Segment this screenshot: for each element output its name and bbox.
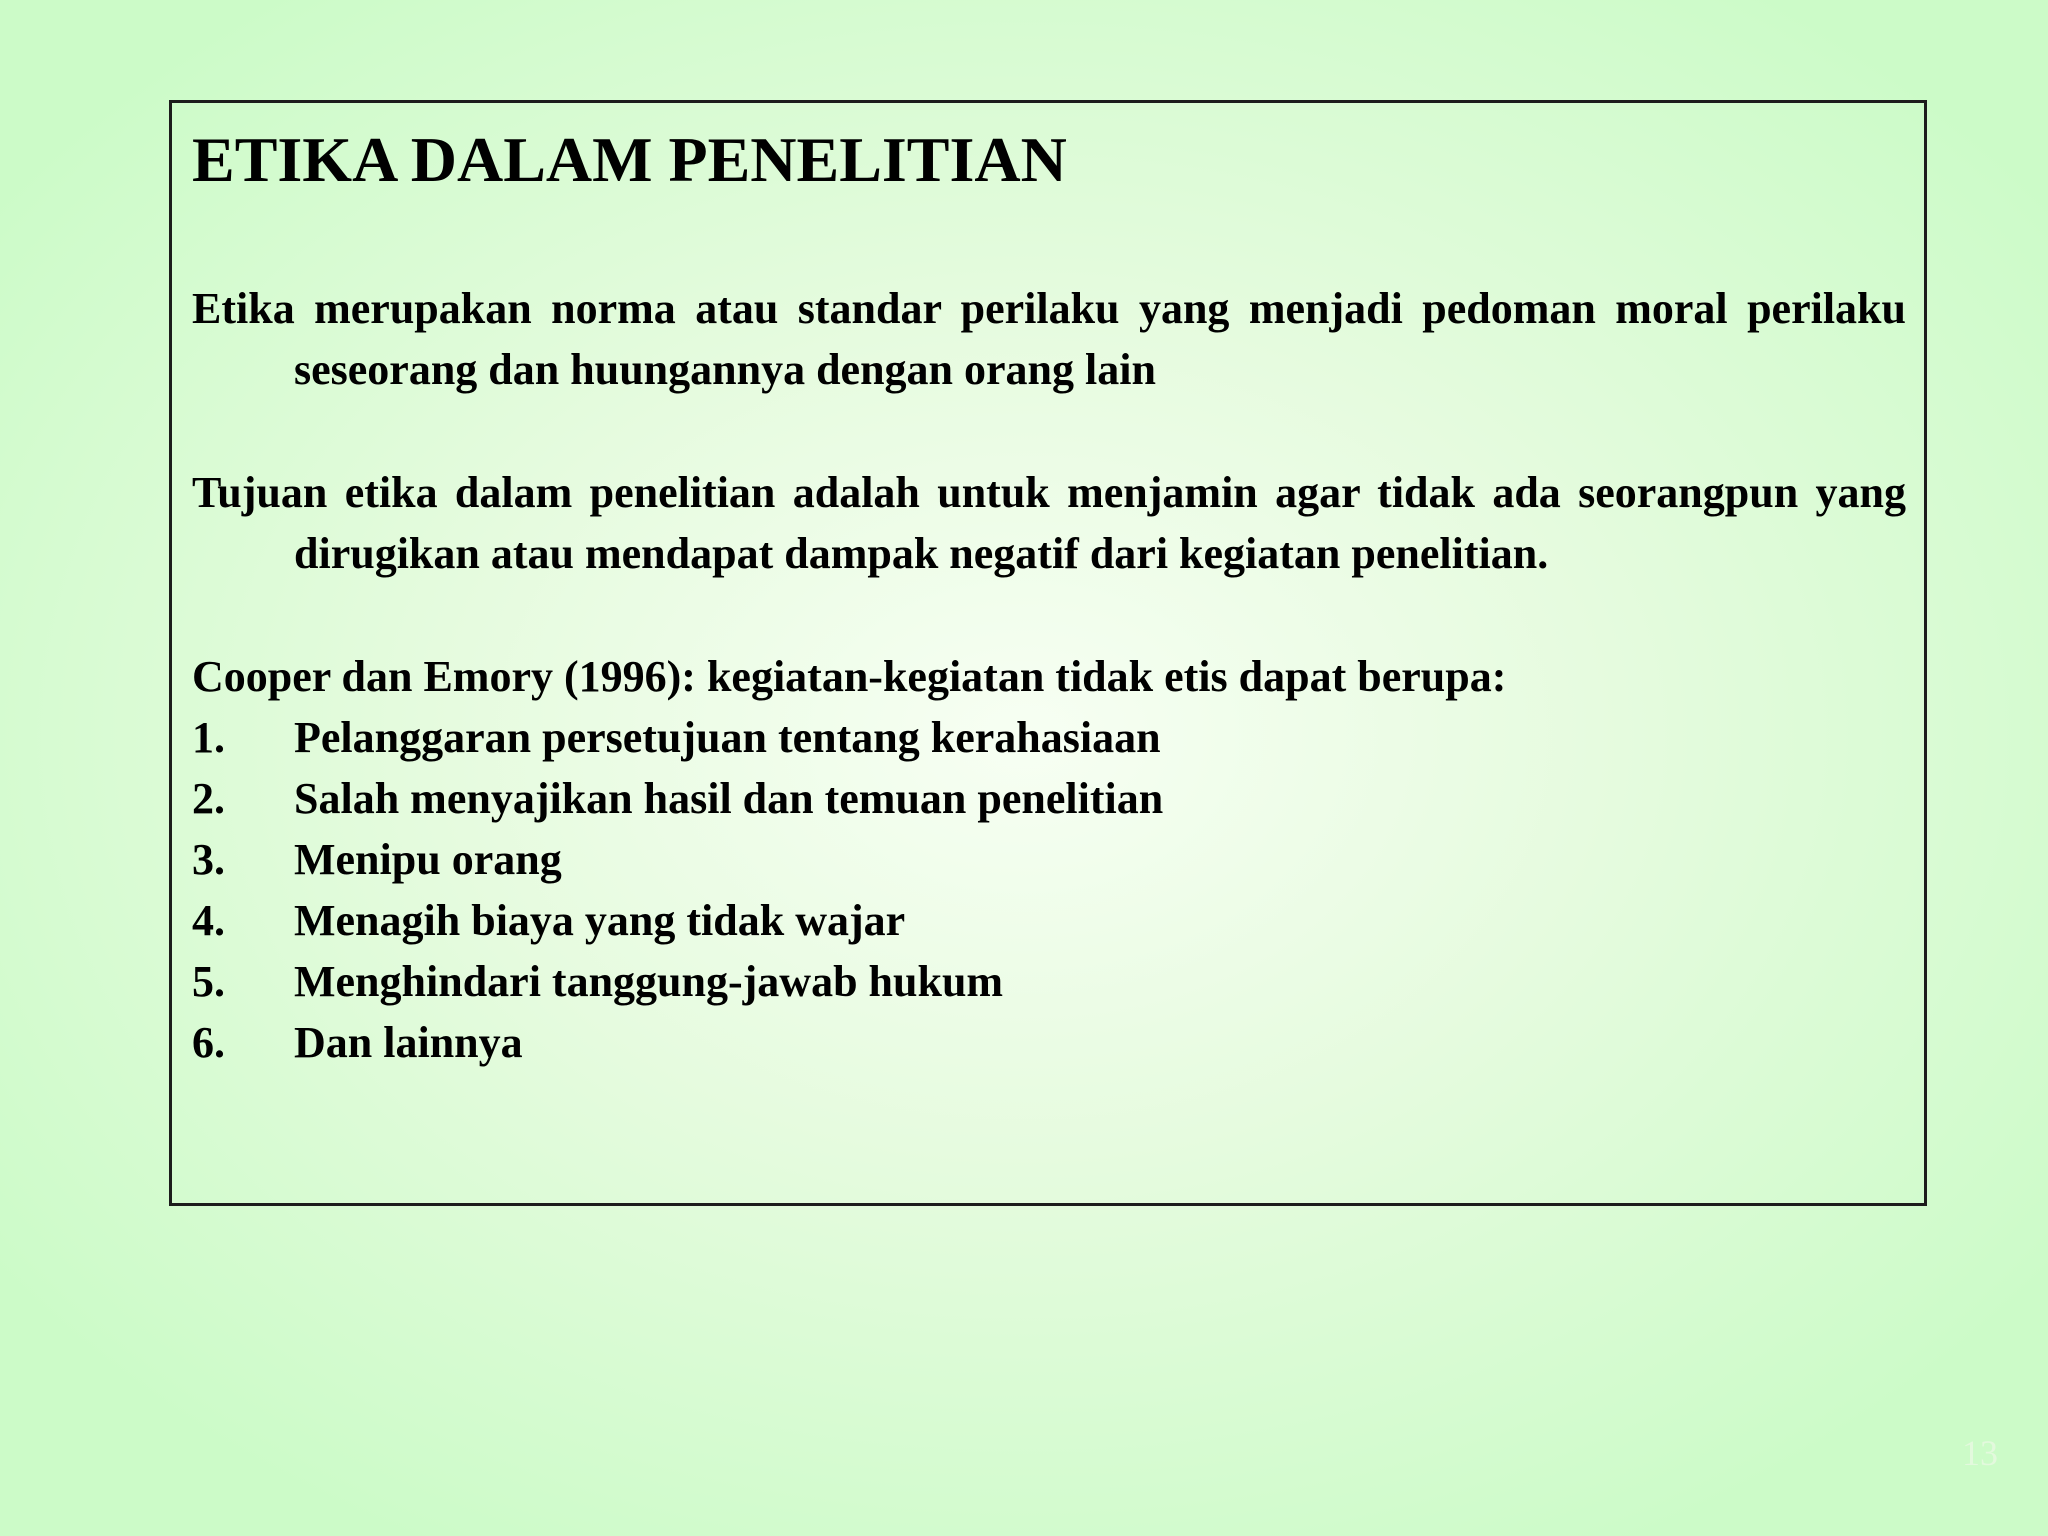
list-intro: Cooper dan Emory (1996): kegiatan-kegiatan tidak etis dapat berupa: bbox=[192, 652, 1507, 701]
list-item bbox=[192, 951, 1906, 1012]
list-item-text: Menipu orang bbox=[294, 835, 562, 884]
list-item bbox=[192, 707, 1906, 768]
list-item-text: Dan lainnya bbox=[294, 1018, 523, 1067]
page-number: 13 bbox=[1962, 1433, 1998, 1473]
list-item-text: Menghindari tanggung-jawab hukum bbox=[294, 957, 1004, 1006]
slide-content bbox=[192, 116, 1906, 1073]
list-item bbox=[192, 890, 1906, 951]
purpose-paragraph: Tujuan etika dalam penelitian adalah untuk menjamin agar tidak ada seorangpun yang dirugikan atau mendapat dampak negatif dari kegiatan penelitian. bbox=[192, 468, 1906, 578]
list-item-text: Salah menyajikan hasil dan temuan penelitian bbox=[294, 774, 1164, 823]
list-item-text: Menagih biaya yang tidak wajar bbox=[294, 896, 906, 945]
list-item-number: 4. bbox=[192, 896, 225, 945]
unethical-activities-list bbox=[192, 707, 1906, 1073]
list-item-number: 3. bbox=[192, 835, 225, 884]
list-item-number: 2. bbox=[192, 774, 225, 823]
list-item-number: 1. bbox=[192, 713, 225, 762]
definition-paragraph: Etika merupakan norma atau standar perilaku yang menjadi pedoman moral perilaku seseorang dan huungannya dengan orang lain bbox=[192, 284, 1906, 394]
list-item-number: 6. bbox=[192, 1018, 225, 1067]
slide-title: ETIKA DALAM PENELITIAN bbox=[192, 124, 1067, 195]
list-item bbox=[192, 768, 1906, 829]
list-item bbox=[192, 1012, 1906, 1073]
list-item-number: 5. bbox=[192, 957, 225, 1006]
list-item-text: Pelanggaran persetujuan tentang kerahasiaan bbox=[294, 713, 1161, 762]
list-item bbox=[192, 829, 1906, 890]
